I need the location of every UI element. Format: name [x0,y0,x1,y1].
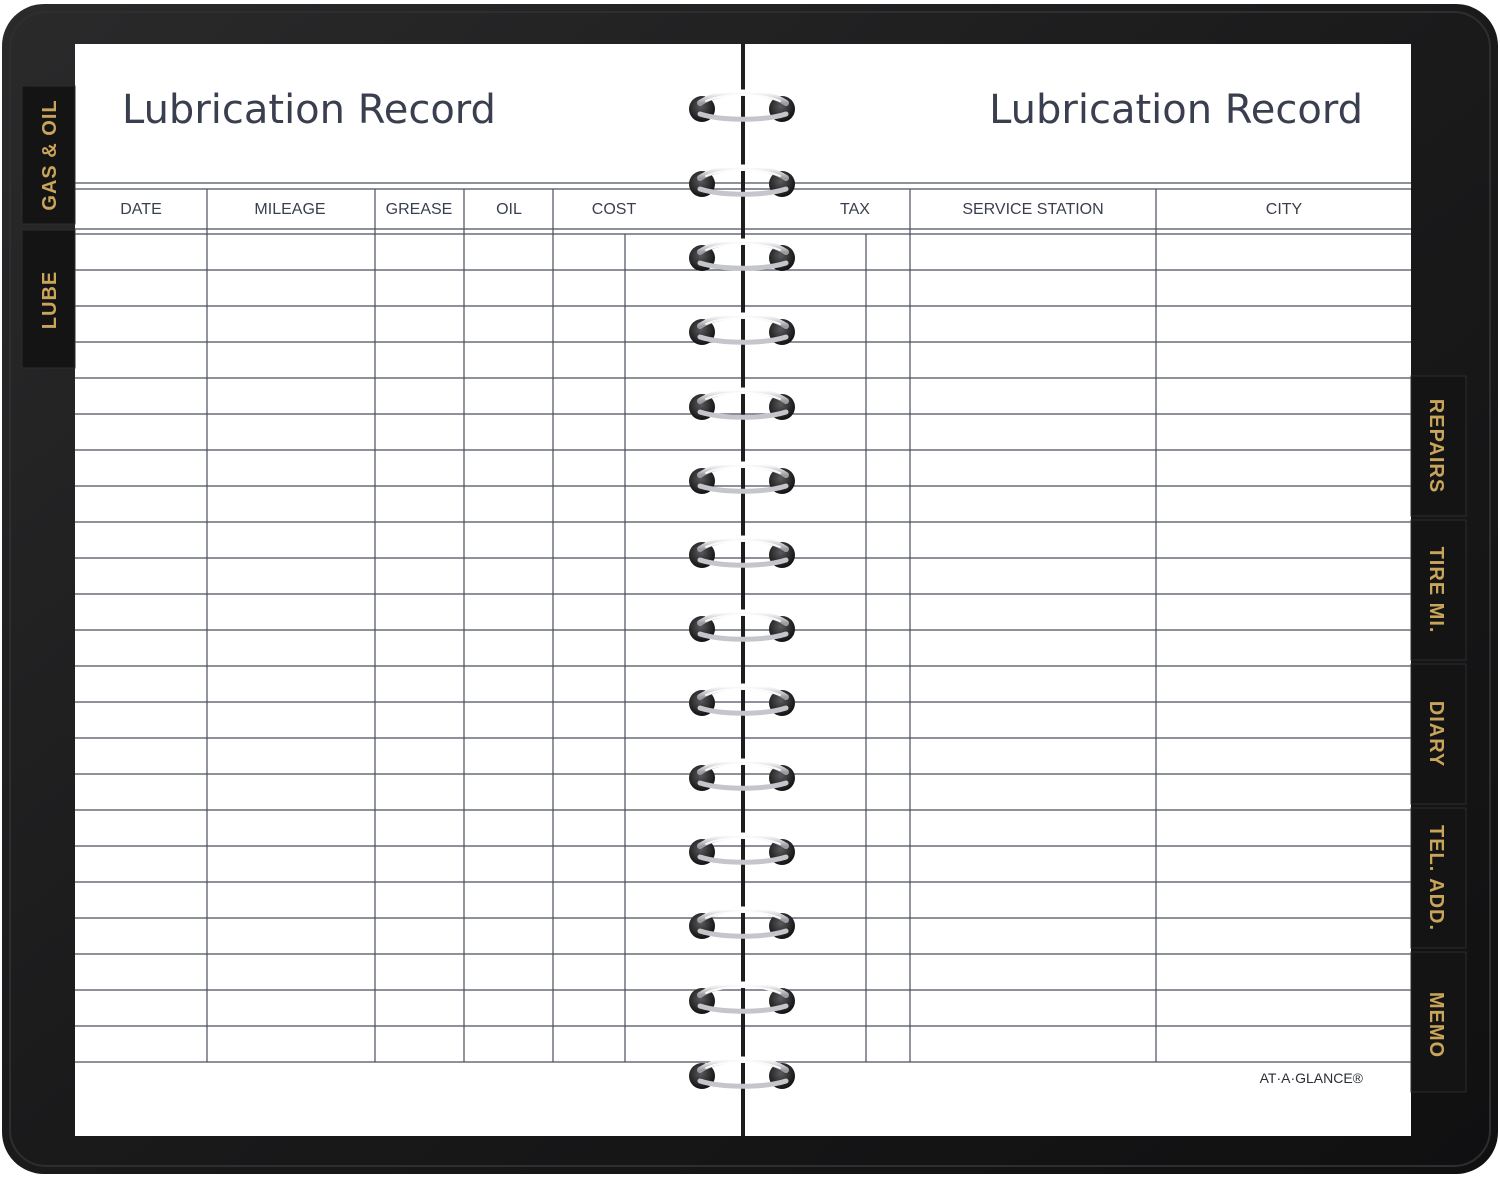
tab-lube[interactable] [22,230,75,368]
tab-repairs[interactable] [1411,376,1466,516]
tab-gas-and-oil-label: GAS & OIL [39,99,61,211]
tab-tire-mi[interactable] [1411,520,1466,660]
tab-gas-and-oil[interactable] [22,86,75,224]
header-cost: COST [591,201,637,218]
tab-tire-mi-label: TIRE MI. [1425,546,1447,634]
header-service-station: SERVICE STATION [962,201,1104,218]
tab-memo-label: MEMO [1425,991,1447,1059]
tab-repairs-label: REPAIRS [1425,398,1447,494]
tab-tel-add-label: TEL. ADD. [1425,824,1447,932]
header-oil: OIL [496,201,522,218]
header-grease: GREASE [385,201,453,218]
tab-diary-label: DIARY [1425,700,1447,768]
brand-logo: AT·A·GLANCE® [1259,1070,1363,1086]
header-date: DATE [120,201,162,218]
tab-memo[interactable] [1411,952,1466,1092]
right-page-title: Lubrication Record [989,87,1363,133]
header-city: CITY [1265,201,1303,218]
tab-diary[interactable] [1411,664,1466,804]
tab-lube-label: LUBE [39,270,61,330]
tab-tel-add[interactable] [1411,808,1466,948]
left-page-title: Lubrication Record [122,87,496,133]
header-mileage: MILEAGE [254,201,326,218]
header-tax: TAX [840,201,870,218]
